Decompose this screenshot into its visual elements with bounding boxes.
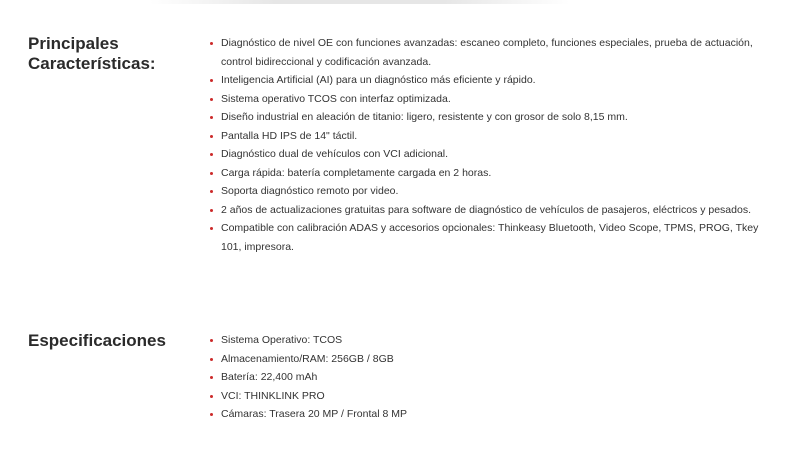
- features-heading-line2: Características:: [28, 54, 156, 73]
- list-item: Pantalla HD IPS de 14" táctil.: [207, 127, 775, 146]
- features-list: [207, 34, 775, 256]
- list-item: Almacenamiento/RAM: 256GB / 8GB: [207, 350, 775, 369]
- list-item: Diagnóstico de nivel OE con funciones avanzadas: escaneo completo, funciones especiales, prueba de actuación, control bidireccional y codificación avanzada.: [207, 34, 775, 71]
- specs-list: [207, 331, 775, 424]
- list-item: Sistema Operativo: TCOS: [207, 331, 775, 350]
- specs-heading: Especificaciones: [28, 331, 166, 350]
- list-item: Diseño industrial en aleación de titanio: ligero, resistente y con grosor de solo 8,15 mm.: [207, 108, 775, 127]
- list-item: 2 años de actualizaciones gratuitas para software de diagnóstico de vehículos de pasajeros, eléctricos y pesados.: [207, 201, 775, 220]
- list-item: Diagnóstico dual de vehículos con VCI adicional.: [207, 145, 775, 164]
- list-item: Sistema operativo TCOS con interfaz optimizada.: [207, 90, 775, 109]
- top-divider: [150, 0, 570, 4]
- features-heading: [28, 34, 156, 74]
- list-item: VCI: THINKLINK PRO: [207, 387, 775, 406]
- features-heading-line1: Principales: [28, 34, 119, 53]
- list-item: Batería: 22,400 mAh: [207, 368, 775, 387]
- list-item: Inteligencia Artificial (AI) para un diagnóstico más eficiente y rápido.: [207, 71, 775, 90]
- list-item: Compatible con calibración ADAS y accesorios opcionales: Thinkeasy Bluetooth, Video Scope, TPMS, PROG, Tkey 101, impresora.: [207, 219, 775, 256]
- list-item: Cámaras: Trasera 20 MP / Frontal 8 MP: [207, 405, 775, 424]
- list-item: Soporta diagnóstico remoto por video.: [207, 182, 775, 201]
- list-item: Carga rápida: batería completamente cargada en 2 horas.: [207, 164, 775, 183]
